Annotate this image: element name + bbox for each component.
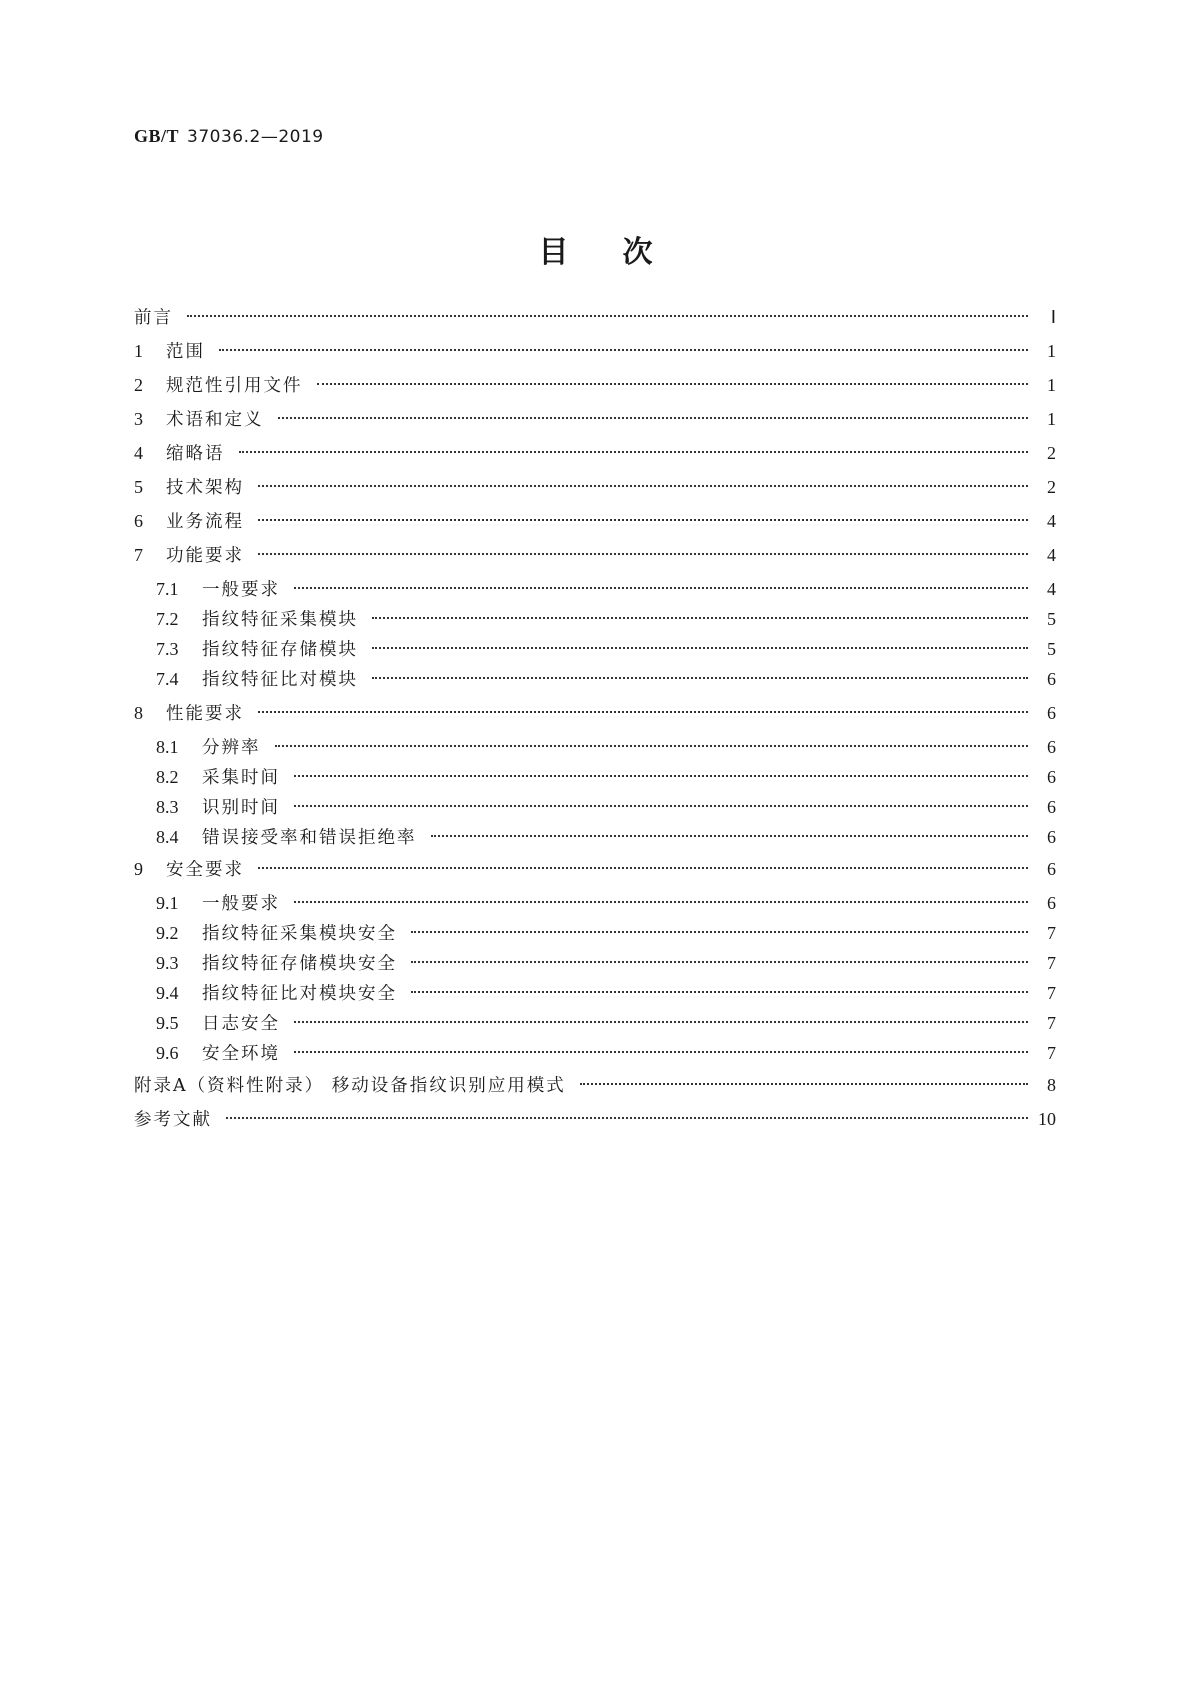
toc-entry-7[interactable] [134, 542, 1056, 568]
toc-entry-title: 业务流程 [166, 512, 244, 532]
toc-entry-number: 3 [134, 409, 143, 429]
toc-entry-title: 性能要求 [166, 704, 244, 724]
dot-leader [258, 519, 1028, 521]
toc-entry-page: 10 [1038, 1109, 1056, 1129]
toc-entry-page: 7 [1047, 923, 1056, 943]
dot-leader [258, 711, 1028, 713]
toc-entry-8-3[interactable] [156, 794, 1056, 820]
toc-entry-page: 6 [1047, 893, 1056, 913]
toc-entry-title: 指纹特征存储模块 [202, 640, 358, 660]
toc-entry-foreword[interactable] [134, 304, 1056, 330]
toc-entry-page: 8 [1047, 1075, 1056, 1095]
toc-entry-page: 7 [1047, 1013, 1056, 1033]
toc-entry-page: 2 [1047, 443, 1056, 463]
toc-entry-title: 前言 [134, 308, 173, 328]
toc-entry-title: 规范性引用文件 [166, 376, 303, 396]
toc-entry-title: 一般要求 [202, 894, 280, 914]
toc-entry-5[interactable] [134, 474, 1056, 500]
toc-entry-title: 日志安全 [202, 1014, 280, 1034]
toc-entry-number: 8.1 [156, 737, 179, 757]
dot-leader [239, 451, 1029, 453]
toc-entry-number: 2 [134, 375, 143, 395]
dot-leader [294, 775, 1028, 777]
dot-leader [372, 677, 1028, 679]
toc-entry-3[interactable] [134, 406, 1056, 432]
toc-entry-number: 9 [134, 859, 143, 879]
toc-entry-number: 9.2 [156, 923, 179, 943]
dot-leader [580, 1083, 1028, 1085]
toc-entry-title: 安全环境 [202, 1044, 280, 1064]
toc-entry-title: 指纹特征采集模块 [202, 610, 358, 630]
toc-entry-title: 采集时间 [202, 768, 280, 788]
dot-leader [317, 383, 1029, 385]
dot-leader [275, 745, 1029, 747]
toc-entry-page: 7 [1047, 1043, 1056, 1063]
dot-leader [372, 647, 1028, 649]
toc-entry-number: 8.4 [156, 827, 179, 847]
toc-entry-6[interactable] [134, 508, 1056, 534]
toc-entry-page: 4 [1047, 545, 1056, 565]
toc-entry-title: 缩略语 [166, 444, 225, 464]
toc-entry-page: 5 [1047, 639, 1056, 659]
dot-leader [411, 961, 1028, 963]
toc-entry-page: 6 [1047, 703, 1056, 723]
toc-entry-title: 附录A（资料性附录） 移动设备指纹识别应用模式 [134, 1076, 566, 1096]
toc-entry-title: 指纹特征存储模块安全 [202, 954, 397, 974]
toc-entry-9-2[interactable] [156, 920, 1056, 946]
toc-entry-9-6[interactable] [156, 1040, 1056, 1066]
toc-entry-number: 7.1 [156, 579, 179, 599]
toc-entry-page: 6 [1047, 767, 1056, 787]
dot-leader [431, 835, 1029, 837]
dot-leader [258, 485, 1028, 487]
toc-entry-9-5[interactable] [156, 1010, 1056, 1036]
toc-entry-title: 技术架构 [166, 478, 244, 498]
standard-number: 37036.2—2019 [187, 127, 324, 147]
toc-entry-page: 1 [1047, 409, 1056, 429]
toc-entry-title: 分辨率 [202, 738, 261, 758]
toc-entry-7-3[interactable] [156, 636, 1056, 662]
standard-code [134, 126, 324, 147]
toc-entry-page: 1 [1047, 375, 1056, 395]
toc-entry-page: 6 [1047, 859, 1056, 879]
toc-entry-8-4[interactable] [156, 824, 1056, 850]
toc-entry-page: 4 [1047, 511, 1056, 531]
toc-entry-page: 6 [1047, 797, 1056, 817]
toc-entry-number: 8.2 [156, 767, 179, 787]
toc-entry-8-1[interactable] [156, 734, 1056, 760]
toc-entry-page: 6 [1047, 737, 1056, 757]
toc-entry-8[interactable] [134, 700, 1056, 726]
toc-entry-4[interactable] [134, 440, 1056, 466]
dot-leader [294, 1051, 1028, 1053]
dot-leader [372, 617, 1028, 619]
toc-entry-title: 指纹特征比对模块安全 [202, 984, 397, 1004]
toc-entry-number: 7.4 [156, 669, 179, 689]
toc-entry-number: 8 [134, 703, 143, 723]
toc-entry-title: 错误接受率和错误拒绝率 [202, 828, 417, 848]
toc-entry-9-3[interactable] [156, 950, 1056, 976]
dot-leader [411, 931, 1028, 933]
toc-entry-number: 7 [134, 545, 143, 565]
toc-entry-title: 指纹特征采集模块安全 [202, 924, 397, 944]
dot-leader [294, 587, 1028, 589]
toc-entry-7-1[interactable] [156, 576, 1056, 602]
toc-entry-title: 参考文献 [134, 1110, 212, 1130]
dot-leader [226, 1117, 1028, 1119]
toc-entry-number: 9.1 [156, 893, 179, 913]
dot-leader [258, 867, 1028, 869]
toc-entry-appendix-a[interactable] [134, 1072, 1056, 1098]
toc-entry-title: 安全要求 [166, 860, 244, 880]
toc-entry-number: 8.3 [156, 797, 179, 817]
toc-entry-page: 5 [1047, 609, 1056, 629]
toc-entry-7-4[interactable] [156, 666, 1056, 692]
dot-leader [411, 991, 1028, 993]
toc-entry-title: 术语和定义 [166, 410, 264, 430]
toc-entry-9-1[interactable] [156, 890, 1056, 916]
toc-entry-title: 范围 [166, 342, 205, 362]
dot-leader [294, 1021, 1028, 1023]
toc-entry-page: Ⅰ [1050, 307, 1056, 327]
standard-prefix: GB/T [134, 126, 180, 146]
dot-leader [219, 349, 1028, 351]
toc-entry-title: 功能要求 [166, 546, 244, 566]
toc-entry-number: 9.3 [156, 953, 179, 973]
dot-leader [187, 315, 1028, 317]
toc-entry-number: 5 [134, 477, 143, 497]
toc-entry-8-2[interactable] [156, 764, 1056, 790]
toc-entry-number: 9.5 [156, 1013, 179, 1033]
toc-entry-7-2[interactable] [156, 606, 1056, 632]
toc-entry-page: 6 [1047, 827, 1056, 847]
toc-entry-number: 9.4 [156, 983, 179, 1003]
toc-entry-title: 一般要求 [202, 580, 280, 600]
toc-entry-page: 6 [1047, 669, 1056, 689]
toc-entry-number: 7.3 [156, 639, 179, 659]
toc-entry-number: 9.6 [156, 1043, 179, 1063]
toc-entry-number: 7.2 [156, 609, 179, 629]
page-title: 目次 [538, 235, 707, 270]
toc-entry-title: 指纹特征比对模块 [202, 670, 358, 690]
dot-leader [278, 417, 1029, 419]
dot-leader [294, 805, 1028, 807]
dot-leader [258, 553, 1028, 555]
toc-entry-9[interactable] [134, 856, 1056, 882]
toc-entry-number: 1 [134, 341, 143, 361]
toc-entry-page: 1 [1047, 341, 1056, 361]
dot-leader [294, 901, 1028, 903]
toc-entry-title: 识别时间 [202, 798, 280, 818]
toc-entry-number: 4 [134, 443, 143, 463]
toc-entry-page: 2 [1047, 477, 1056, 497]
toc-entry-1[interactable] [134, 338, 1056, 364]
toc-entry-number: 6 [134, 511, 143, 531]
toc-entry-page: 4 [1047, 579, 1056, 599]
toc-entry-2[interactable] [134, 372, 1056, 398]
toc-entry-9-4[interactable] [156, 980, 1056, 1006]
toc-entry-page: 7 [1047, 953, 1056, 973]
toc-entry-page: 7 [1047, 983, 1056, 1003]
toc-entry-references[interactable] [134, 1106, 1056, 1132]
